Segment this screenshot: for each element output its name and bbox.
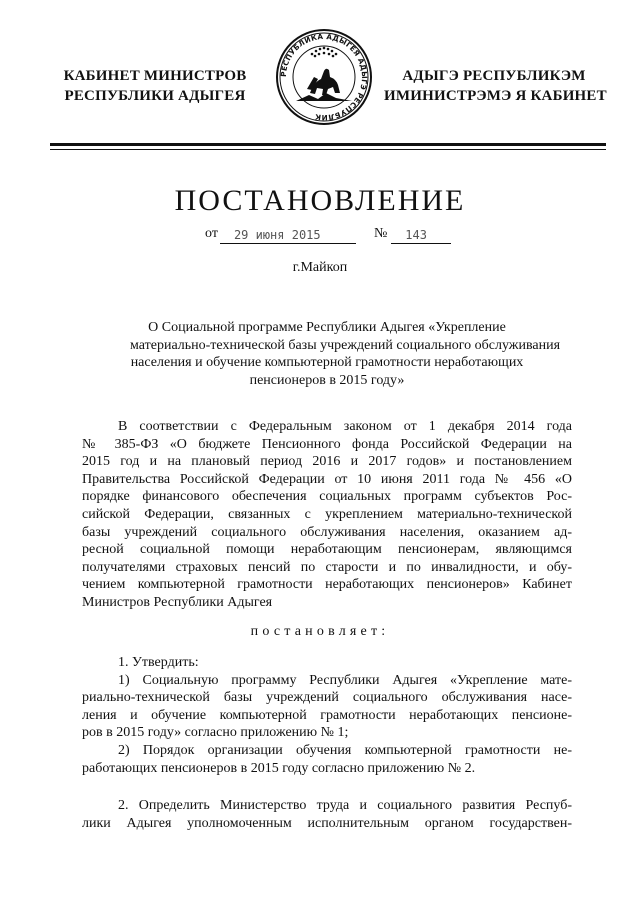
text-line: ров в 2015 году» согласно приложению № 1; [82,725,349,741]
document-title: ПОСТАНОВЛЕНИЕ [174,184,466,217]
item-heading: 1. Утвердить: [118,655,199,670]
coat-of-arms-icon [274,27,374,127]
text-line: порядке финансового обеспечения социальных программ субъектов Рос- [82,489,572,505]
issuer-line-2: ИМИНИСТРЭМЭ Я КАБИНЕТ [384,88,607,104]
issuer-line-1: КАБИНЕТ МИНИСТРОВ [63,68,247,84]
date-label: от [205,226,218,241]
text-line: работающих пенсионеров в 2015 году согласно приложению № 2. [82,760,476,776]
text-line: 2) Порядок организации обучения компьютерной грамотности не- [118,742,572,758]
number-label: № [373,226,388,241]
text-line: ления и обучение компьютерной грамотности неработающих пенсионе- [82,707,572,723]
text-line: 1) Социальную программу Республики Адыгея «Укрепление мате- [118,672,572,688]
emblem-ring-text: РЕСПУБЛИКА АДЫГЕЯ АДЫГЭ РЕСПУБЛИК [278,31,370,123]
text-line: Правительства Российской Федерации от 10 июня 2011 года № 456 «О [82,471,572,487]
text-line: получателями страховых пенсий по старости и по инвалидности, и обу- [82,559,572,575]
issuer-line-1: АДЫГЭ РЕСПУБЛИКЭМ [402,68,586,84]
document-subject [130,319,561,389]
text-line: № 385-ФЗ «О бюджете Пенсионного фонда Российской Федерации на [82,436,572,452]
text-line: лики Адыгея уполномоченным исполнительным органом государствен- [82,815,572,831]
subject-line: материально-технической базы учреждений социального обслуживания [130,337,561,353]
decree-word: постановляет: [250,624,390,639]
text-line: 2. Определить Министерство труда и социального развития Респуб- [118,798,572,813]
date-field: 29 июня 2015 [220,227,356,244]
text-line: базы учреждений социального обслуживания населения, оказанием ад- [82,524,572,540]
header-divider-thin [50,149,606,150]
text-line: сийской Федерации, связанных с укреплением материально-технической [82,506,572,522]
text-line: чением компьютерной грамотности неработающих пенсионеров» Кабинет [82,577,572,593]
issuer-name-adyghe [384,66,607,106]
issuer-line-2: РЕСПУБЛИКИ АДЫГЕЯ [64,88,246,104]
item-2-block [82,797,572,832]
city: г.Майкоп [292,260,348,275]
text-line: В соответствии с Федеральным законом от 1 декабря 2014 года [118,419,572,434]
date-number-line [205,222,451,246]
subject-line: населения и обучение компьютерной грамотности неработающих [130,355,524,370]
subject-line: О Социальной программе Республики Адыгея «Укрепление [148,320,506,335]
text-line: ресной социальной помощи неработающим пенсионерам, являющимся [82,542,572,558]
header-divider-thick [50,143,606,146]
item-1-block [82,654,572,777]
issuer-name-russian [60,66,250,106]
text-line: 2015 год и на плановый период 2016 и 2017 годов» и постановлением [82,454,572,470]
text-line: риально-технической базы учреждений социального обслуживания насе- [82,690,572,706]
text-line: Министров Республики Адыгея [82,594,273,610]
subject-line: пенсионеров в 2015 году» [249,372,405,388]
number-field: 143 [391,227,451,244]
preamble-paragraph [82,418,572,612]
